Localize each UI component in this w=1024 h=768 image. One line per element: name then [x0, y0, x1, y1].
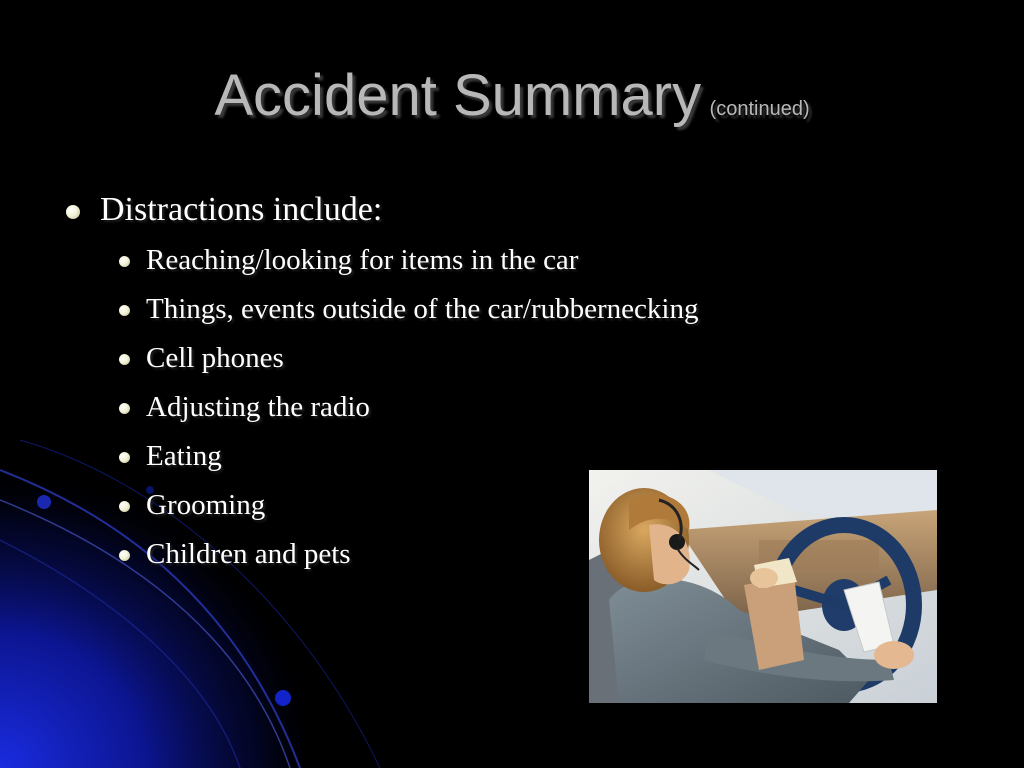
sub-bullet-item	[100, 383, 962, 432]
sub-bullet-text: Eating	[146, 440, 222, 472]
distracted-driver-photo	[589, 470, 937, 703]
sub-bullet-text: Cell phones	[146, 342, 284, 374]
slide-title	[0, 62, 1024, 129]
sub-bullet-item	[100, 334, 962, 383]
bullet-dot-icon	[66, 205, 80, 219]
sub-bullet-dot-icon	[119, 256, 130, 267]
sub-bullet-dot-icon	[119, 550, 130, 561]
sub-bullet-dot-icon	[119, 354, 130, 365]
sub-bullet-item	[100, 236, 962, 285]
sub-bullet-text: Things, events outside of the car/rubbernecking	[146, 293, 699, 325]
sub-bullet-text: Children and pets	[146, 538, 351, 570]
sub-bullet-text: Reaching/looking for items in the car	[146, 244, 579, 276]
sub-bullet-text: Grooming	[146, 489, 266, 521]
bullet-label: Distractions include:	[100, 191, 383, 228]
sub-bullet-dot-icon	[119, 403, 130, 414]
title-main: Accident Summary	[214, 63, 702, 128]
sub-bullet-dot-icon	[119, 452, 130, 463]
title-suffix: (continued)	[709, 98, 810, 120]
sub-bullet-text: Adjusting the radio	[146, 391, 370, 423]
sub-bullet-dot-icon	[119, 305, 130, 316]
sub-bullet-item	[100, 285, 962, 334]
sub-bullet-dot-icon	[119, 501, 130, 512]
